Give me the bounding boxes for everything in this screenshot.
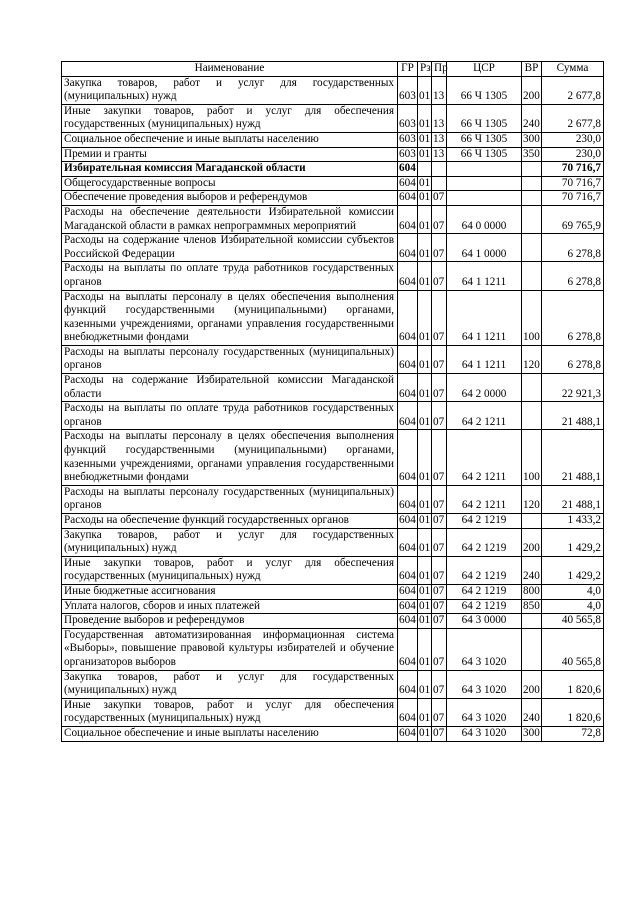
budget-table: [61, 61, 604, 742]
table-row: [62, 234, 604, 262]
cell-pr: 07: [432, 514, 447, 529]
cell-sum: 6 278,8: [542, 234, 604, 262]
table-row: [62, 290, 604, 345]
cell-rz: 01: [418, 670, 432, 698]
cell-csr: 64 1 1211: [447, 290, 522, 345]
table-row: [62, 584, 604, 599]
cell-name: Закупка товаров, работ и услуг для государственных (муниципальных) нужд: [62, 76, 398, 104]
cell-gr: 604: [398, 556, 418, 584]
cell-csr: 66 Ч 1305: [447, 76, 522, 104]
table-row: [62, 76, 604, 104]
cell-sum: 6 278,8: [542, 290, 604, 345]
table-row: [62, 402, 604, 430]
cell-rz: 01: [418, 485, 432, 513]
table-row: [62, 599, 604, 614]
cell-name: Социальное обеспечение и иные выплаты населению: [62, 132, 398, 147]
cell-vr: [522, 176, 542, 191]
cell-pr: 07: [432, 205, 447, 233]
cell-sum: 6 278,8: [542, 262, 604, 290]
cell-gr: 604: [398, 262, 418, 290]
cell-vr: [522, 205, 542, 233]
cell-pr: 07: [432, 556, 447, 584]
cell-csr: 64 2 1219: [447, 528, 522, 556]
cell-sum: 69 765,9: [542, 205, 604, 233]
cell-pr: 07: [432, 290, 447, 345]
cell-sum: 70 716,7: [542, 162, 604, 177]
table-row: [62, 162, 604, 177]
cell-name: Государственная автоматизированная информационная система «Выборы», повышение правовой культуры избирателей и обучение организаторов выборов: [62, 628, 398, 670]
cell-rz: 01: [418, 584, 432, 599]
cell-sum: 1 429,2: [542, 528, 604, 556]
table-row: [62, 614, 604, 629]
cell-sum: 1 429,2: [542, 556, 604, 584]
cell-vr: 200: [522, 670, 542, 698]
table-row: [62, 514, 604, 529]
cell-vr: 800: [522, 584, 542, 599]
table-row: [62, 698, 604, 726]
cell-vr: [522, 374, 542, 402]
cell-gr: 603: [398, 147, 418, 162]
table-row: [62, 726, 604, 741]
cell-pr: 07: [432, 485, 447, 513]
cell-csr: 64 2 1219: [447, 599, 522, 614]
cell-pr: 07: [432, 528, 447, 556]
cell-csr: 64 2 1211: [447, 430, 522, 485]
cell-rz: [418, 162, 432, 177]
cell-csr: 64 3 0000: [447, 614, 522, 629]
table-row: [62, 132, 604, 147]
cell-csr: 64 2 1211: [447, 485, 522, 513]
cell-pr: 07: [432, 191, 447, 206]
cell-vr: 240: [522, 698, 542, 726]
cell-pr: 07: [432, 614, 447, 629]
cell-pr: [432, 176, 447, 191]
cell-pr: 07: [432, 402, 447, 430]
cell-rz: 01: [418, 402, 432, 430]
cell-gr: 604: [398, 698, 418, 726]
cell-gr: 604: [398, 234, 418, 262]
cell-gr: 604: [398, 191, 418, 206]
document-page: [61, 61, 603, 742]
cell-vr: 120: [522, 485, 542, 513]
cell-sum: 1 820,6: [542, 698, 604, 726]
table-row: [62, 556, 604, 584]
cell-gr: 603: [398, 76, 418, 104]
table-row: [62, 147, 604, 162]
cell-rz: 01: [418, 628, 432, 670]
cell-name: Иные закупки товаров, работ и услуг для обеспечения государственных (муниципальных) нужд: [62, 698, 398, 726]
header-name: Наименование: [62, 62, 398, 77]
cell-sum: 230,0: [542, 132, 604, 147]
cell-pr: 13: [432, 132, 447, 147]
cell-rz: 01: [418, 528, 432, 556]
cell-name: Иные бюджетные ассигнования: [62, 584, 398, 599]
cell-gr: 604: [398, 290, 418, 345]
cell-pr: 07: [432, 599, 447, 614]
cell-vr: 200: [522, 528, 542, 556]
cell-name: Расходы на выплаты по оплате труда работников государственных органов: [62, 262, 398, 290]
cell-vr: [522, 402, 542, 430]
cell-vr: 100: [522, 290, 542, 345]
cell-csr: 64 2 1219: [447, 584, 522, 599]
cell-sum: 21 488,1: [542, 430, 604, 485]
cell-gr: 604: [398, 162, 418, 177]
table-row: [62, 628, 604, 670]
cell-sum: 2 677,8: [542, 76, 604, 104]
table-row: [62, 430, 604, 485]
cell-csr: 64 2 1219: [447, 514, 522, 529]
cell-vr: [522, 234, 542, 262]
table-row: [62, 485, 604, 513]
cell-pr: 07: [432, 234, 447, 262]
cell-gr: 604: [398, 485, 418, 513]
cell-csr: 64 3 1020: [447, 670, 522, 698]
table-row: [62, 345, 604, 373]
cell-pr: 13: [432, 147, 447, 162]
cell-pr: 07: [432, 584, 447, 599]
cell-sum: 4,0: [542, 599, 604, 614]
cell-rz: 01: [418, 726, 432, 741]
cell-name: Расходы на обеспечение функций государственных органов: [62, 514, 398, 529]
cell-name: Расходы на выплаты персоналу государственных (муниципальных) органов: [62, 345, 398, 373]
cell-name: Расходы на выплаты по оплате труда работников государственных органов: [62, 402, 398, 430]
cell-vr: 300: [522, 132, 542, 147]
cell-csr: 64 2 1211: [447, 402, 522, 430]
cell-gr: 604: [398, 430, 418, 485]
cell-csr: 64 1 0000: [447, 234, 522, 262]
cell-sum: 2 677,8: [542, 104, 604, 132]
cell-vr: 350: [522, 147, 542, 162]
cell-rz: 01: [418, 614, 432, 629]
cell-sum: 70 716,7: [542, 191, 604, 206]
cell-csr: 64 1 1211: [447, 262, 522, 290]
cell-name: Расходы на обеспечение деятельности Избирательной комиссии Магаданской области в рамках непрограммных мероприятий: [62, 205, 398, 233]
cell-sum: 40 565,8: [542, 628, 604, 670]
cell-sum: 1 433,2: [542, 514, 604, 529]
cell-csr: [447, 191, 522, 206]
cell-vr: 100: [522, 430, 542, 485]
cell-vr: [522, 628, 542, 670]
cell-csr: [447, 162, 522, 177]
cell-gr: 604: [398, 628, 418, 670]
cell-name: Социальное обеспечение и иные выплаты населению: [62, 726, 398, 741]
cell-pr: 07: [432, 726, 447, 741]
cell-name: Расходы на содержание членов Избирательной комиссии субъектов Российской Федерации: [62, 234, 398, 262]
table-row: [62, 262, 604, 290]
cell-gr: 604: [398, 726, 418, 741]
cell-pr: 13: [432, 104, 447, 132]
cell-pr: 07: [432, 430, 447, 485]
table-row: [62, 205, 604, 233]
table-row: [62, 104, 604, 132]
cell-sum: 21 488,1: [542, 402, 604, 430]
cell-gr: 604: [398, 402, 418, 430]
header-csr: ЦСР: [447, 62, 522, 77]
cell-rz: 01: [418, 147, 432, 162]
cell-csr: 64 2 0000: [447, 374, 522, 402]
cell-rz: 01: [418, 290, 432, 345]
cell-csr: 66 Ч 1305: [447, 147, 522, 162]
cell-pr: 07: [432, 262, 447, 290]
cell-gr: 604: [398, 374, 418, 402]
cell-sum: 1 820,6: [542, 670, 604, 698]
cell-rz: 01: [418, 191, 432, 206]
cell-rz: 01: [418, 556, 432, 584]
cell-vr: 240: [522, 104, 542, 132]
cell-pr: 07: [432, 698, 447, 726]
cell-csr: 64 3 1020: [447, 698, 522, 726]
cell-rz: 01: [418, 76, 432, 104]
cell-csr: [447, 176, 522, 191]
cell-name: Закупка товаров, работ и услуг для государственных (муниципальных) нужд: [62, 670, 398, 698]
cell-name: Общегосударственные вопросы: [62, 176, 398, 191]
table-body: [62, 76, 604, 741]
cell-rz: 01: [418, 345, 432, 373]
cell-name: Премии и гранты: [62, 147, 398, 162]
cell-name: Расходы на выплаты персоналу в целях обеспечения выполнения функций государственными (муниципальными) органами, казенными учреждениями, органами управления государственными внебюджетными фондами: [62, 430, 398, 485]
cell-rz: 01: [418, 205, 432, 233]
cell-gr: 604: [398, 528, 418, 556]
cell-csr: 66 Ч 1305: [447, 132, 522, 147]
cell-rz: 01: [418, 132, 432, 147]
cell-vr: [522, 614, 542, 629]
cell-csr: 66 Ч 1305: [447, 104, 522, 132]
cell-csr: 64 3 1020: [447, 726, 522, 741]
cell-rz: 01: [418, 262, 432, 290]
table-row: [62, 374, 604, 402]
cell-rz: 01: [418, 374, 432, 402]
header-pr: Пр: [432, 62, 447, 77]
cell-csr: 64 2 1219: [447, 556, 522, 584]
header-vr: ВР: [522, 62, 542, 77]
cell-rz: 01: [418, 599, 432, 614]
table-header-row: [62, 62, 604, 77]
cell-sum: 72,8: [542, 726, 604, 741]
cell-name: Иные закупки товаров, работ и услуг для обеспечения государственных (муниципальных) нужд: [62, 556, 398, 584]
cell-name: Уплата налогов, сборов и иных платежей: [62, 599, 398, 614]
cell-name: Обеспечение проведения выборов и референдумов: [62, 191, 398, 206]
cell-rz: 01: [418, 698, 432, 726]
cell-gr: 604: [398, 614, 418, 629]
cell-pr: [432, 162, 447, 177]
cell-vr: [522, 162, 542, 177]
cell-vr: 240: [522, 556, 542, 584]
header-sum: Сумма: [542, 62, 604, 77]
cell-vr: [522, 514, 542, 529]
cell-gr: 604: [398, 599, 418, 614]
cell-sum: 70 716,7: [542, 176, 604, 191]
cell-vr: [522, 262, 542, 290]
header-gr: ГР: [398, 62, 418, 77]
table-row: [62, 191, 604, 206]
cell-rz: 01: [418, 104, 432, 132]
cell-pr: 13: [432, 76, 447, 104]
cell-pr: 07: [432, 628, 447, 670]
cell-sum: 6 278,8: [542, 345, 604, 373]
cell-vr: [522, 191, 542, 206]
cell-vr: 850: [522, 599, 542, 614]
cell-pr: 07: [432, 670, 447, 698]
cell-rz: 01: [418, 514, 432, 529]
table-row: [62, 670, 604, 698]
table-row: [62, 176, 604, 191]
cell-name: Расходы на выплаты персоналу в целях обеспечения выполнения функций государственными (муниципальными) органами, казенными учреждениями, органами управления государственными внебюджетными фондами: [62, 290, 398, 345]
cell-rz: 01: [418, 176, 432, 191]
cell-gr: 603: [398, 104, 418, 132]
cell-gr: 604: [398, 205, 418, 233]
cell-sum: 4,0: [542, 584, 604, 599]
cell-name: Проведение выборов и референдумов: [62, 614, 398, 629]
cell-sum: 22 921,3: [542, 374, 604, 402]
cell-gr: 604: [398, 345, 418, 373]
cell-gr: 604: [398, 176, 418, 191]
cell-pr: 07: [432, 374, 447, 402]
cell-csr: 64 3 1020: [447, 628, 522, 670]
cell-gr: 603: [398, 132, 418, 147]
cell-name: Иные закупки товаров, работ и услуг для обеспечения государственных (муниципальных) нужд: [62, 104, 398, 132]
cell-name: Закупка товаров, работ и услуг для государственных (муниципальных) нужд: [62, 528, 398, 556]
cell-gr: 604: [398, 670, 418, 698]
cell-rz: 01: [418, 234, 432, 262]
cell-gr: 604: [398, 514, 418, 529]
cell-vr: 200: [522, 76, 542, 104]
cell-name: Расходы на содержание Избирательной комиссии Магаданской области: [62, 374, 398, 402]
cell-vr: 300: [522, 726, 542, 741]
cell-sum: 21 488,1: [542, 485, 604, 513]
cell-csr: 64 1 1211: [447, 345, 522, 373]
header-rz: Рз: [418, 62, 432, 77]
cell-sum: 230,0: [542, 147, 604, 162]
cell-name: Расходы на выплаты персоналу государственных (муниципальных) органов: [62, 485, 398, 513]
cell-pr: 07: [432, 345, 447, 373]
cell-rz: 01: [418, 430, 432, 485]
cell-vr: 120: [522, 345, 542, 373]
cell-name: Избирательная комиссия Магаданской области: [62, 162, 398, 177]
cell-gr: 604: [398, 584, 418, 599]
cell-sum: 40 565,8: [542, 614, 604, 629]
cell-csr: 64 0 0000: [447, 205, 522, 233]
table-row: [62, 528, 604, 556]
